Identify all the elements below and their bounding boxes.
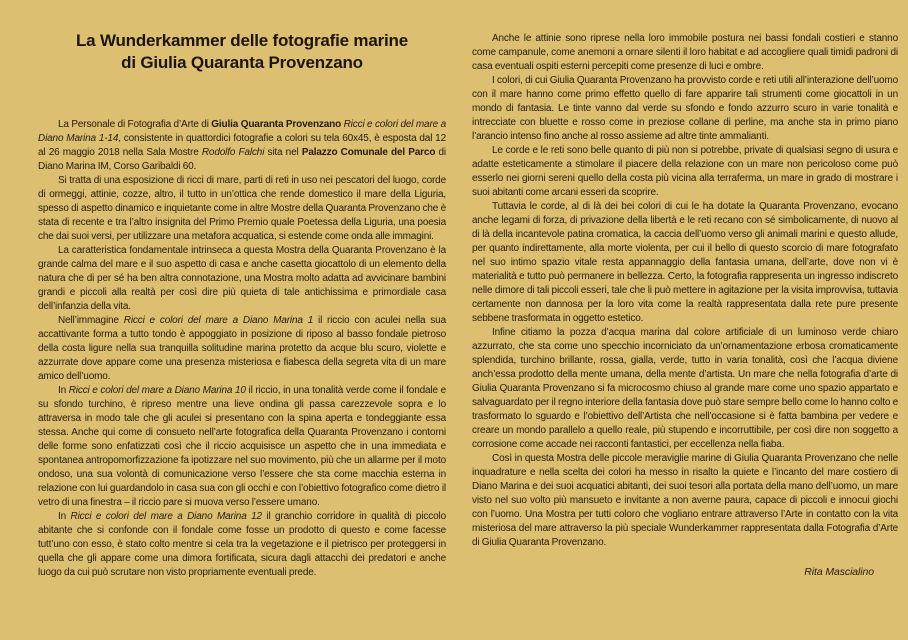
paragraph: Anche le attinie sono riprese nella loro immobile postura nei bassi fondali costieri e stanno come campanule, come anemoni a ornare silenti il loro habitat e ad accogliere quali timidi padroni di casa eventuali ospiti esterni percepiti come presenze di luci e ombre. [472,33,898,72]
left-column-text [38,118,446,580]
paragraph: Nell’immagine Ricci e colori del mare a Diano Marina 1 il riccio con aculei nella sua accattivante forma a tutto tondo è appoggiato in posizione di riposo al basso fondale pietroso della costa ligure nella sua tranquilla solitudine marina protetto da acque blu scuro, violette e azzurrate dove appare come una presenza misteriosa e fiabesca della segreta vita di un mare amico dell’uomo. [38,315,446,382]
paragraph: I colori, di cui Giulia Quaranta Provenzano ha provvisto corde e reti utili all’interazione dell’uomo con il mare hanno come primo effetto quello di fare apparire tali strumenti come giocattoli in un mondo di fantasia. Le tinte vanno dal verde su sfondo e fondo azzurro scuro in varie tonalità e intrecciate con bluette e rosso come in preziose collane di perline, ma anche sta in primo piano l’arancio intenso fino anche al rosso assieme ad altre tinte ammalianti. [472,75,898,142]
paragraph: La Personale di Fotografia d’Arte di Giulia Quaranta Provenzano Ricci e colori del mare a Diano Marina 1-14, consistente in quattordici fotografie a colori su tela 60x45, è esposta dal 12 al 26 maggio 2018 nella Sala Mostre Rodolfo Falchi sita nel Palazzo Comunale del Parco di Diano Marina IM, Corso Garibaldi 60. [38,119,447,172]
paragraph: La caratteristica fondamentale intrinseca a questa Mostra della Quaranta Provenzano è la grande calma del mare e il suo aspetto di casa e anche casetta giocattolo di un elemento della natura che di per sé ha ben altra connotazione, una Mostra molto adatta ad avvicinare bambini grandi e piccoli alla realtà per così dire più quieta di tale antichissima e primordiale casa dell’infanzia della vita. [38,245,446,312]
left-column [38,30,446,580]
right-column [472,32,898,578]
paragraph: Tuttavia le corde, al di là dei bei colori di cui le ha dotate la Quaranta Provenzano, evocano anche legami di forza, di privazione della libertà e le reti recano con sé simbolicamente, di nuovo al di là della incantevole patina cromatica, la caccia dell’uomo verso gli animali marini e questo allude, per quanto indirettamente, alla morte violenta, per cui il bello di questo scorcio di mare fotografato nel suo intimo spazio vitale resta appannaggio della fantasia umana, dell’arte, dove non vi è materialità e tutto può permanere in bellezza. Certo, la fotografia rappresenta un ingresso indiscreto nelle dimore di tali piccoli esseri, tale che li può mettere in agitazione per la visita improvvisa, tuttavia certamente non dannosa per la loro vita come la realtà rappresentata dalla rete pure presente sebbene trasformata in oggetto estetico. [472,201,898,324]
paragraph: Così in questa Mostra delle piccole meraviglie marine di Giulia Quaranta Provenzano che nelle inquadrature e nella scelta dei colori ha messo in risalto la quiete e l’incanto del mare costiero di Diano Marina e dei suoi acquatici abitanti, dei suoi tesori alla portata della mano dell’uomo, un mare visto nel suo volto più mansueto e invitante a non averne paura, capace di piccoli e innocui giochi con l’uomo. Una Mostra per tutti coloro che vogliano entrare attraverso l’Arte in contatto con la vita misteriosa del mare attraverso la più speciale Wunderkammer rappresentata dalla Fotografia d’Arte di Giulia Quaranta Provenzano. [472,453,898,548]
paragraph: Infine citiamo la pozza d’acqua marina dal colore artificiale di un luminoso verde chiaro azzurrato, che sta come uno specchio incorniciato da un’ornamentazione erbosa cromaticamente splendida, turchino brillante, rossa, gialla, verde, tutto in varia tonalità, così che l’acqua diviene anch’essa prodotto della mente umana, della mente d’artista. Un mare che nella fotografia d’arte di Giulia Quaranta Provenzano si fa microcosmo chiuso al grande mare come uno spazio appartato e salvaguardato per il regno interiore della fantasia dove può stare sempre bello come lo hanno colto e trasformato lo sguardo e l’obiettivo dell’Artista che nell’occasione si è fatta bambina per vedere e creare un mondo parallelo a quello reale, più stupendo e incorruttibile, per così dire non soggetto a corrosione come accade nei racconti fantastici, per eccellenza nella fiaba. [472,327,898,450]
author-signature: Rita Mascialino [804,566,874,578]
paragraph: In Ricci e colori del mare a Diano Marina 12 il granchio corridore in qualità di piccolo abitante che si confonde con il fondale come fosse un prodotto di questo e come facesse tutt’uno con esso, è stato colto mentre si cela tra la vegetazione e il pietrisco per proteggersi in quella che gli appare come una dimora fortificata, sicura dagli attacchi dei predatori e anche luogo da cui può scrutare non visto propriamente eventuali prede. [38,511,447,578]
article-title [38,30,446,74]
paragraph: In Ricci e colori del mare a Diano Marina 10 il riccio, in una tonalità verde come il fondale e su sfondo turchino, è ripreso mentre una lieve ondina gli passa carezzevole sopra e lo attraversa in modo tale che gli aculei si presentano con la spina aperta e tondeggiante essa stessa. Anche qui come di consueto nell’arte fotografica della Quaranta Provenzano i contorni delle forme sono enfatizzati così che il riccio acquisisce un aspetto che in una immediata e spontanea antropomorfizzazione fa ipotizzare nel suo movimento, più che un allarme per il moto ondoso, una sua volontà di comunicazione verso l’essere che sta come macchia esterna in relazione con lui guardandolo in casa sua con gli occhi e con l’obiettivo fotografico come dietro il vetro di una finestra – il riccio pare si muova verso l’essere umano. [38,385,446,508]
article-title-line1: La Wunderkammer delle fotografie marine [76,31,408,50]
article-title-line2: di Giulia Quaranta Provenzano [121,53,363,72]
paragraph: Si tratta di una esposizione di ricci di mare, parti di reti in uso nei pescatori del luogo, corde di ormeggi, attinie, cozze, altro, il tutto in un’ottica che rende domestico il mare della Liguria, spesso di aspetto dinamico e inquietante come in altre Mostre della Quaranta Provenzano che è stata di recente e tra l’altro insignita del Primo Premio quale Poetessa della Liguria, una poesia che dai suoi versi, per utilizzare una metafora acquatica, si estende come onda alle immagini. [38,175,446,242]
right-column-text [472,32,898,550]
paragraph: Le corde e le reti sono belle quanto di più non si potrebbe, private di qualsiasi segno di usura e adatte esteticamente a stimolare il piacere della relazione con un mare non pericoloso come può esserlo nei giorni sereni quello della costa più vicina alla terraferma, un mare in grado di mostrare i suoi abitanti come arcani esseri da scoprire. [472,145,898,198]
